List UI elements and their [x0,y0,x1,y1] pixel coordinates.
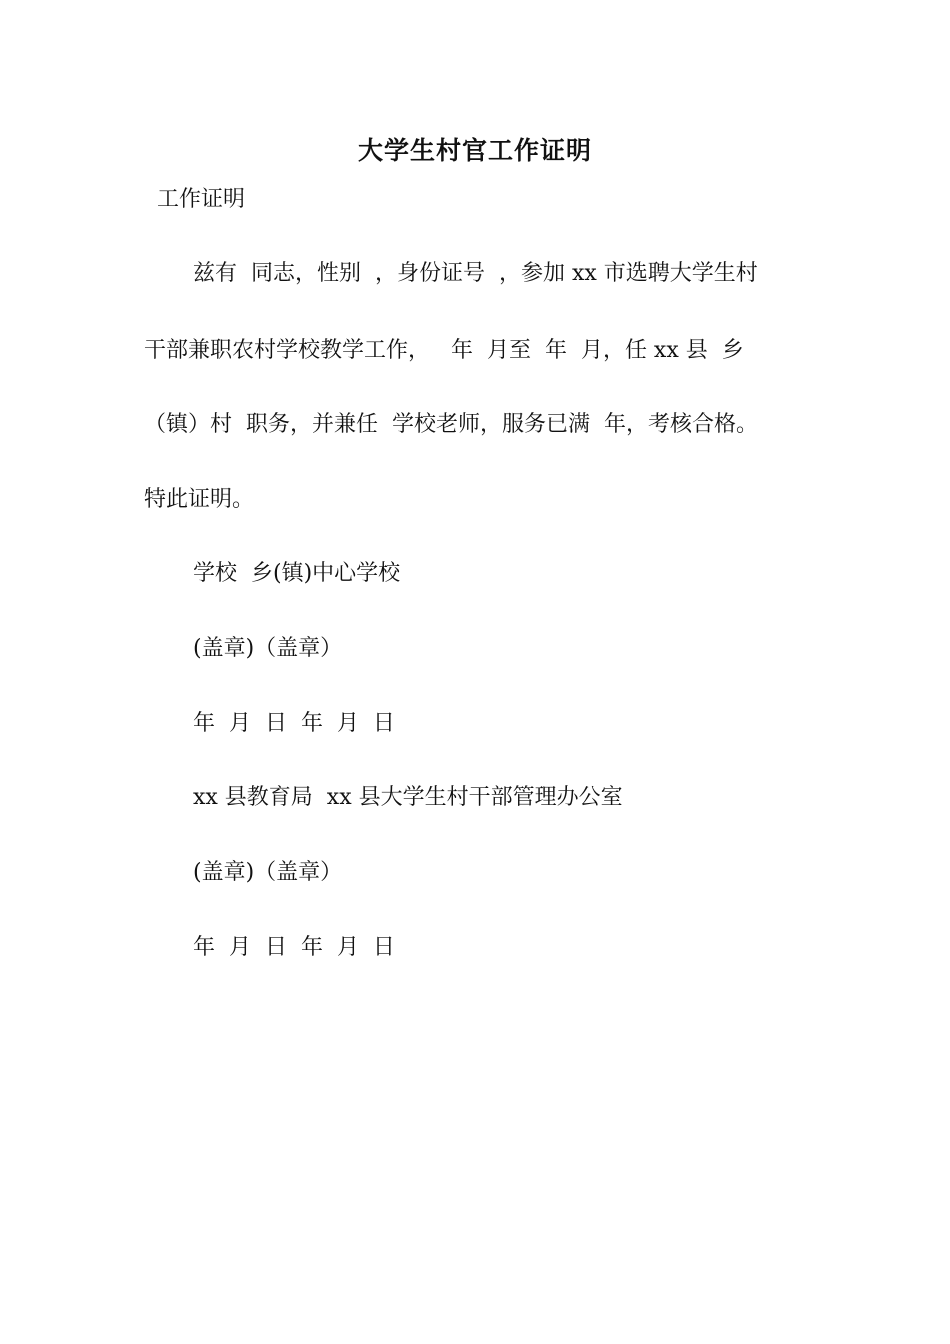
signature-school: 学校 乡(镇)中心学校 [193,561,401,586]
body-line-1: 兹有 同志，性别 ，身份证号 ，参加 xx 市选聘大学生村 [193,261,758,286]
body-line-2: 干部兼职农村学校教学工作， 年 月至 年 月，任 xx 县 乡 [144,338,744,363]
document-subtitle: 工作证明 [157,187,246,212]
signature-seal-2: (盖章)（盖章） [193,860,343,885]
signature-seal-1: (盖章)（盖章） [193,636,343,661]
signature-office: xx 县教育局 xx 县大学生村干部管理办公室 [193,785,623,810]
body-line-closing: 特此证明。 [144,487,255,512]
body-line-3: （镇）村 职务，并兼任 学校老师，服务已满 年，考核合格。 [144,412,758,437]
signature-date-2: 年 月 日 年 月 日 [193,935,395,960]
signature-date-1: 年 月 日 年 月 日 [193,711,395,736]
document-title: 大学生村官工作证明 [357,136,592,165]
